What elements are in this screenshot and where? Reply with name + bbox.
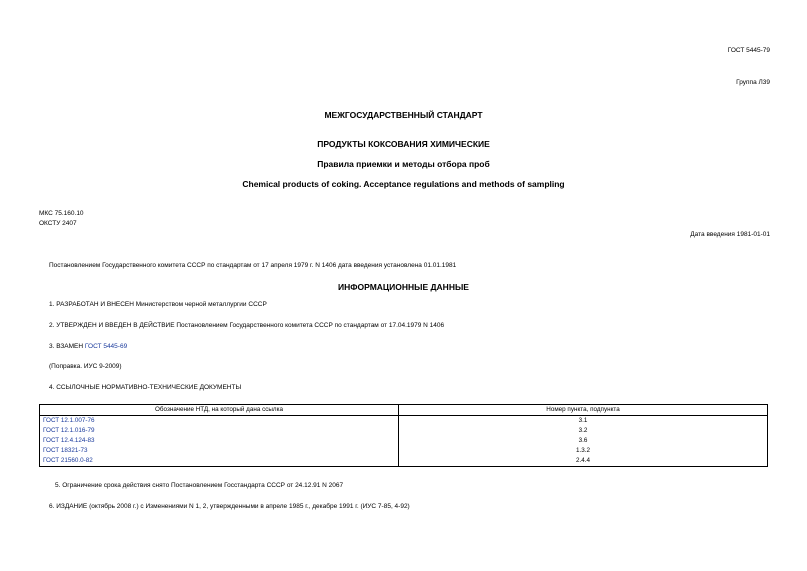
ref-doc-link[interactable]: ГОСТ 12.1.016-79 [40,426,399,436]
ref-clause: 3.2 [399,426,768,436]
info-item-3 [49,343,127,350]
standard-name-ru: ПРОДУКТЫ КОКСОВАНИЯ ХИМИЧЕСКИЕ [317,139,490,149]
ref-doc-link[interactable]: ГОСТ 12.1.007-76 [40,416,399,427]
info-item-4: 4. ССЫЛОЧНЫЕ НОРМАТИВНО-ТЕХНИЧЕСКИЕ ДОКУМЕНТЫ [49,384,242,391]
references-table [39,404,768,467]
info-heading: ИНФОРМАЦИОННЫЕ ДАННЫЕ [338,282,469,292]
info-item-6: 6. ИЗДАНИЕ (октябрь 2008 г.) с Изменениями N 1, 2, утвержденными в апреле 1985 г., декабре 1991 г. (ИУС 7-85, 4-92) [49,503,410,510]
table-row [40,416,768,427]
intro-date: Дата введения 1981-01-01 [690,231,770,238]
group-code: Группа Л39 [736,79,770,86]
ref-clause: 2.4.4 [399,456,768,467]
ref-doc-link[interactable]: ГОСТ 21560.0-82 [40,456,399,467]
col-header-clause: Номер пункта, подпункта [399,405,768,416]
doc-code: ГОСТ 5445-79 [727,47,770,54]
standard-name-en: Chemical products of coking. Acceptance regulations and methods of sampling [242,179,565,189]
replaced-standard-link[interactable]: ГОСТ 5445-69 [84,343,128,350]
amendment-note: (Поправка. ИУС 9-2009) [49,363,122,370]
ref-doc-link[interactable]: ГОСТ 18321-73 [40,446,399,456]
okstu-code: ОКСТУ 2407 [39,220,77,227]
table-row [40,456,768,467]
ref-doc-link[interactable]: ГОСТ 12.4.124-83 [40,436,399,446]
info-item-3-prefix: 3. ВЗАМЕН [49,343,85,350]
table-row [40,426,768,436]
ref-clause: 1.3.2 [399,446,768,456]
mks-code: МКС 75.160.10 [39,210,84,217]
resolution-text: Постановлением Государственного комитета СССР по стандартам от 17 апреля 1979 г. N 1406 дата введения установлена 01.01.1981 [49,262,457,269]
table-row [40,446,768,456]
ref-clause: 3.6 [399,436,768,446]
standard-type: МЕЖГОСУДАРСТВЕННЫЙ СТАНДАРТ [324,110,483,120]
info-item-1: 1. РАЗРАБОТАН И ВНЕСЕН Министерством черной металлургии СССР [49,301,267,308]
col-header-document: Обозначение НТД, на который дана ссылка [40,405,399,416]
table-header-row [40,405,768,416]
info-item-5: 5. Ограничение срока действия снято Постановлением Госстандарта СССР от 24.12.91 N 2067 [55,482,344,489]
table-row [40,436,768,446]
ref-clause: 3.1 [399,416,768,427]
info-item-2: 2. УТВЕРЖДЕН И ВВЕДЕН В ДЕЙСТВИЕ Постановлением Государственного комитета СССР по стандартам от 17.04.1979 N 1406 [49,322,445,329]
standard-subtitle-ru: Правила приемки и методы отбора проб [317,159,490,169]
